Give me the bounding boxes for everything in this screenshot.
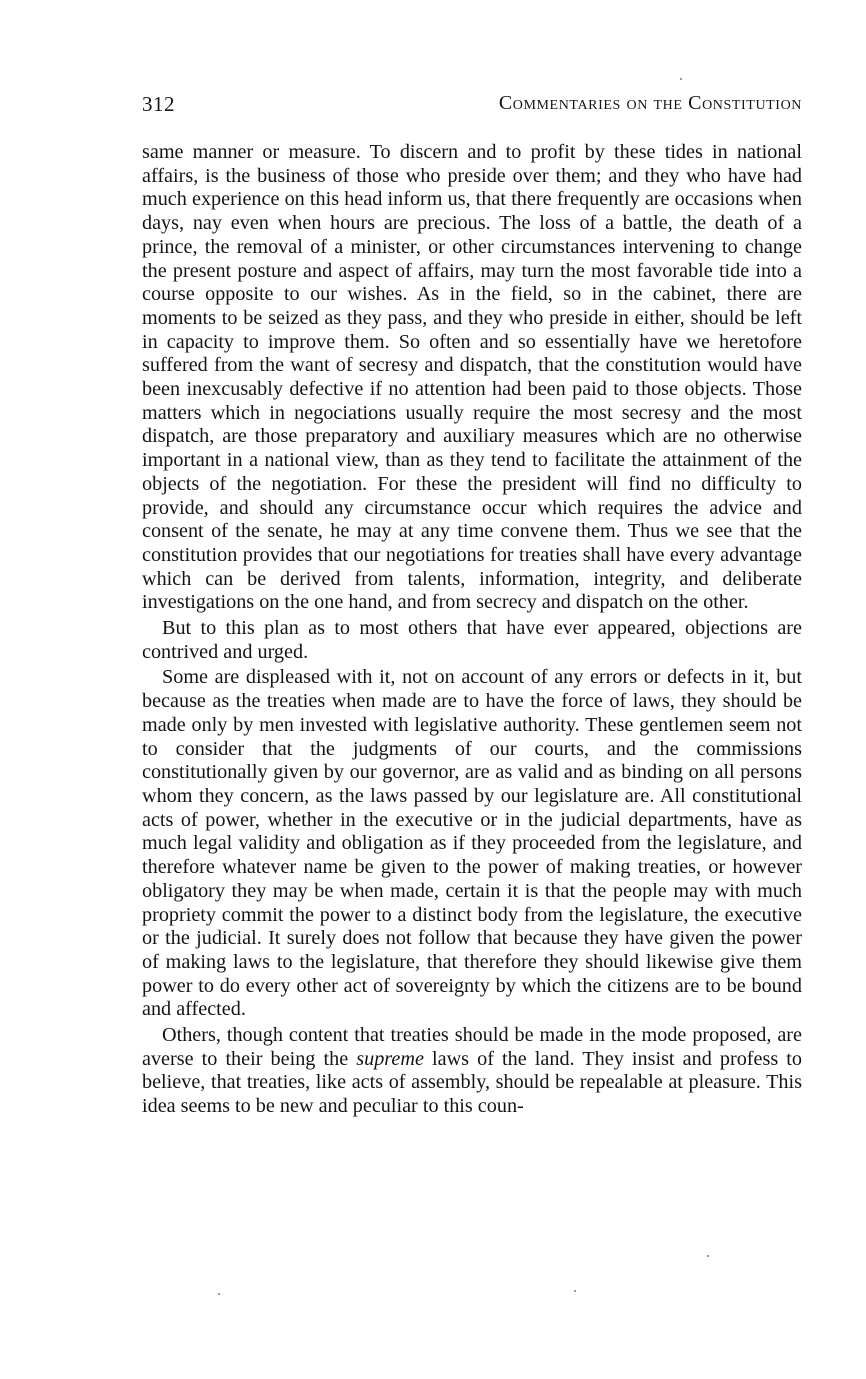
scan-speck [680,78,682,80]
running-title: Commentaries on the Constitution [498,92,802,114]
paragraph-2 [142,617,802,664]
paragraph-4-text-a: Others, though content that treaties should be made in the mode proposed, are averse to their being the [142,1024,802,1070]
scan-speck [707,1255,709,1257]
paragraph-2-text: But to this plan as to most others that have ever appeared, objections are contrived and urged. [142,617,802,663]
paragraph-1 [142,141,802,615]
scan-speck [218,1293,220,1295]
paragraph-4-text-b: laws of the land. They insist and profess to believe, that treaties, like acts of assembly, should be repealable at pleasure. This idea seems to be new and peculiar to this coun- [142,1047,802,1118]
emphasis-supreme: supreme [356,1047,424,1070]
paragraph-3 [142,666,802,1022]
paragraph-3-text: Some are displeased with it, not on account of any errors or defects in it, but because as the treaties when made are to have the force of laws, they should be made only by men invested with legislative authority. These gentlemen seem not to consider that the judgments of our courts, and the commissions constitutionally given by our governor, are as valid and as binding on all persons whom they concern, as the laws passed by our legislature are. All constitutional acts of power, whether in the executive or in the judicial departments, have as much legal validity and obligation as if they proceeded from the legislature, and therefore whatever name be given to the power of making treaties, or however obligatory they may be when made, certain it is that the people may with much propriety commit the power to a distinct body from the legislature, the executive or the judicial. It surely does not follow that because they have given the power of making laws to the legislature, that therefore they should likewise give them power to do every other act of sovereignty by which the citizens are to be bound and affected. [142,666,802,1021]
paragraph-4 [142,1024,802,1119]
scan-speck [574,1290,576,1292]
paragraph-1-text: same manner or measure. To discern and to profit by these tides in national affairs, is the business of those who preside over them; and they who have had much experience on this head inform us, that there frequently are occasions when days, nay even when hours are precious. The loss of a battle, the death of a prince, the removal of a minister, or other circumstances intervening to change the present posture and aspect of affairs, may turn the most favorable tide into a course opposite to our wishes. As in the field, so in the cabinet, there are moments to be seized as they pass, and they who preside in either, should be left in capacity to improve them. So often and so essentially have we heretofore suffered from the want of secresy and dispatch, that the constitution would have been inexcusably defective if no attention had been paid to those objects. Those matters which in negociations usually require the most secresy and the most dispatch, are those preparatory and auxiliary measures which are no otherwise important in a national view, than as they tend to facilitate the attainment of the objects of the negotiation. For these the president will find no difficulty to provide, and should any circumstance occur which requires the advice and consent of the senate, he may at any time convene them. Thus we see that the constitution provides that our negotiations for treaties shall have every advantage which can be derived from talents, information, integrity, and deliberate investigations on the one hand, and from secrecy and dispatch on the other. [142,141,802,614]
running-head [142,88,802,122]
page-number: 312 [142,92,175,116]
body-text [142,141,802,1121]
